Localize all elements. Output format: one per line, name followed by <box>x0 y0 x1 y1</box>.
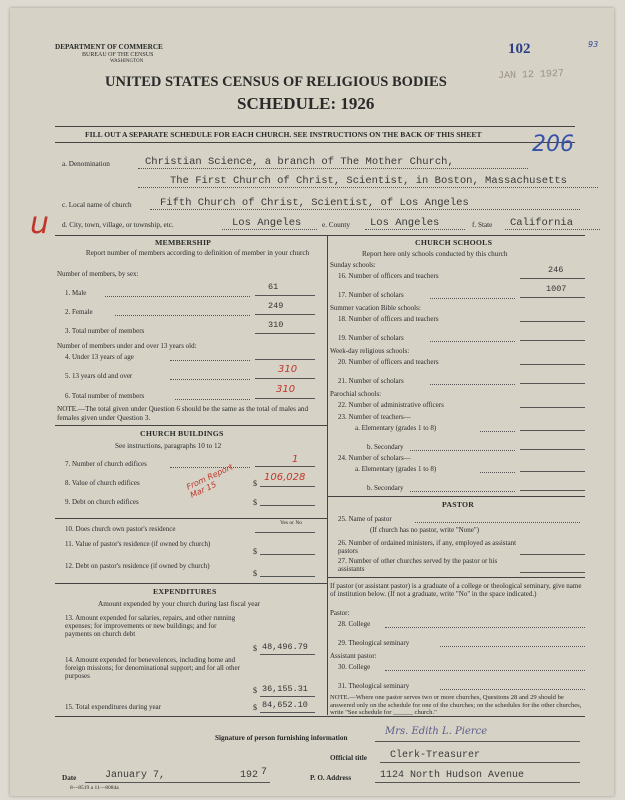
q8-value: 106,028 <box>264 472 306 483</box>
q26-label: 26. Number of ordained ministers, if any, employed as assistant pastors <box>338 539 517 555</box>
date-label: Date <box>62 774 77 782</box>
state-label: f. State <box>472 221 493 229</box>
census-schedule-page <box>10 8 614 796</box>
buildings-intro: See instructions, paragraphs 10 to 12 <box>115 442 222 450</box>
city-label: d. City, town, village, or township, etc. <box>62 221 174 229</box>
q12-dollar-sign: $ <box>253 569 257 578</box>
q2-value: 249 <box>268 301 284 311</box>
po-address-value: 1124 North Hudson Avenue <box>380 770 525 781</box>
summer-heading: Summer vacation Bible schools: <box>330 304 421 312</box>
corner-mark: 93 <box>588 40 599 49</box>
q2-label: 2. Female <box>65 308 93 316</box>
q23a-label: a. Elementary (grades 1 to 8) <box>355 424 437 432</box>
schools-intro: Report here only schools conducted by this church <box>362 250 508 258</box>
q24a-label: a. Elementary (grades 1 to 8) <box>355 465 437 473</box>
washington-label: WASHINGTON <box>110 59 144 64</box>
date-value: January 7, <box>105 770 166 781</box>
official-title-value: Clerk-Treasurer <box>390 750 481 761</box>
form-title: UNITED STATES CENSUS OF RELIGIOUS BODIES <box>105 74 447 90</box>
q9-label: 9. Debt on church edifices <box>65 498 139 506</box>
buildings-heading: CHURCH BUILDINGS <box>140 429 224 438</box>
parochial-heading: Parochial schools: <box>330 390 382 398</box>
q10-label: 10. Does church own pastor's residence <box>65 525 176 533</box>
signature-value: Mrs. Edith L. Pierce <box>385 726 488 737</box>
membership-heading: MEMBERSHIP <box>155 238 212 247</box>
expenditures-intro: Amount expended by your church during last fiscal year <box>98 600 261 608</box>
q16-label: 16. Number of officers and teachers <box>338 272 439 280</box>
instruction-banner: FILL OUT A SEPARATE SCHEDULE FOR EACH CHURCH. SEE INSTRUCTIONS ON THE BACK OF THIS SHEET <box>85 130 482 139</box>
membership-note: NOTE.—The total given under Question 6 should be the same as the total of males and females given under Question 3. <box>57 405 309 422</box>
q29-label: 29. Theological seminary <box>338 639 410 647</box>
schedule-title: SCHEDULE: 1926 <box>237 94 375 113</box>
q1-label: 1. Male <box>65 289 87 297</box>
yes-no-label: Yes or No <box>280 520 303 526</box>
q17-value: 1007 <box>546 284 567 294</box>
weekday-heading: Week-day religious schools: <box>330 347 410 355</box>
q13-value: 48,496.79 <box>262 642 308 652</box>
q6-value: 310 <box>276 384 296 395</box>
q14-dollar-sign: $ <box>253 686 257 695</box>
expenditures-heading: EXPENDITURES <box>153 587 217 596</box>
q24-label: 24. Number of scholars— <box>338 454 411 462</box>
q14-label: 14. Amount expended for benevolences, including home and foreign missions; for denominational support; and for all other purposes <box>65 656 240 680</box>
q15-dollar-sign: $ <box>253 703 257 712</box>
blue-code-number: 206 <box>532 132 574 157</box>
q15-value: 84,652.10 <box>262 700 308 710</box>
bureau-label: BUREAU OF THE CENSUS <box>82 52 154 58</box>
q4-label: 4. Under 13 years of age <box>65 353 134 361</box>
q1-value: 61 <box>268 282 279 292</box>
q8-handwritten-note: From Report Mar 15 <box>185 462 235 500</box>
q30-label: 30. College <box>338 663 371 671</box>
q22-label: 22. Number of administrative officers <box>338 401 444 409</box>
q17-label: 17. Number of scholars <box>338 291 404 299</box>
q8-dollar-sign: $ <box>253 479 257 488</box>
po-address-label: P. O. Address <box>310 774 352 782</box>
q12-label: 12. Debt on pastor's residence (if owned by church) <box>65 562 210 570</box>
denomination-value-2: The First Church of Christ, Scientist, in Boston, Massachusetts <box>170 175 567 187</box>
q3-value: 310 <box>268 320 284 330</box>
local-name-value: Fifth Church of Christ, Scientist, of Los Angeles <box>160 197 469 209</box>
q23-label: 23. Number of teachers— <box>338 413 411 421</box>
q15-label: 15. Total expenditures during year <box>65 703 161 711</box>
received-stamp: JAN 12 1927 <box>497 68 565 83</box>
q11-dollar-sign: $ <box>253 547 257 556</box>
pastor-heading: PASTOR <box>442 500 475 509</box>
county-value: Los Angeles <box>370 217 440 229</box>
q28-label: 28. College <box>338 620 371 628</box>
q6-label: 6. Total number of members <box>65 392 145 400</box>
county-label: e. County <box>322 221 350 229</box>
q19-label: 19. Number of scholars <box>338 334 404 342</box>
q23b-label: b. Secondary <box>367 443 404 451</box>
denomination-value: Christian Science, a branch of The Mother Church, <box>145 156 454 168</box>
local-name-label: c. Local name of church <box>62 201 132 209</box>
year-value: 7 <box>261 767 268 778</box>
q5-value: 310 <box>278 364 298 375</box>
q25-sub: (If church has no pastor, write "None") <box>370 526 480 534</box>
q27-label: 27. Number of other churches served by the pastor or his assistants <box>338 557 498 573</box>
state-value: California <box>510 217 574 229</box>
schools-heading: CHURCH SCHOOLS <box>415 238 493 247</box>
q8-label: 8. Value of church edifices <box>65 479 140 487</box>
q14-value: 36,155.31 <box>262 684 308 694</box>
sunday-heading: Sunday schools: <box>330 261 376 269</box>
q31-label: 31. Theological seminary <box>338 682 410 690</box>
by-sex-heading: Number of members, by sex: <box>57 270 139 278</box>
margin-mark: u <box>30 206 50 241</box>
q7-value: 1 <box>292 454 299 465</box>
pastor-note: NOTE.—Where one pastor serves two or more churches, Questions 28 and 29 should be answered only on the schedule for one of the churches; on the schedules for the other churches, write "See schedule for ______ church." <box>330 694 582 716</box>
year-prefix: 192 <box>240 770 259 781</box>
department-label: DEPARTMENT OF COMMERCE <box>55 43 163 51</box>
denomination-label: a. Denomination <box>62 160 110 168</box>
form-number: 102 <box>508 41 531 57</box>
q13-dollar-sign: $ <box>253 644 257 653</box>
q7-label: 7. Number of church edifices <box>65 460 147 468</box>
age-heading: Number of members under and over 13 years old: <box>57 342 197 350</box>
pastor-subheading: Pastor: <box>330 609 350 617</box>
q5-label: 5. 13 years old and over <box>65 372 133 380</box>
form-code: 8—8519 a 11—8084a <box>70 785 119 791</box>
q20-label: 20. Number of officers and teachers <box>338 358 439 366</box>
q25-label: 25. Name of pastor <box>338 515 392 523</box>
q16-value: 246 <box>548 265 564 275</box>
q13-label: 13. Amount expended for salaries, repairs, and other running expenses; for improvements or new buildings; and for payments on church debt <box>65 614 236 638</box>
assistant-subheading: Assistant pastor: <box>330 652 377 660</box>
q24b-label: b. Secondary <box>367 484 404 492</box>
q11-label: 11. Value of pastor's residence (if owned by church) <box>65 540 211 548</box>
q18-label: 18. Number of officers and teachers <box>338 315 439 323</box>
graduate-note: If pastor (or assistant pastor) is a graduate of a college or theological seminary, give name of institution below. (If not a graduate, write "No" in the space indicated.) <box>330 582 582 598</box>
membership-intro: Report number of members according to definition of member in your church <box>85 249 310 257</box>
official-title-label: Official title <box>330 754 367 762</box>
signature-label: Signature of person furnishing information <box>215 734 348 742</box>
q3-label: 3. Total number of members <box>65 327 145 335</box>
city-value: Los Angeles <box>232 217 302 229</box>
q21-label: 21. Number of scholars <box>338 377 404 385</box>
q9-dollar-sign: $ <box>253 498 257 507</box>
